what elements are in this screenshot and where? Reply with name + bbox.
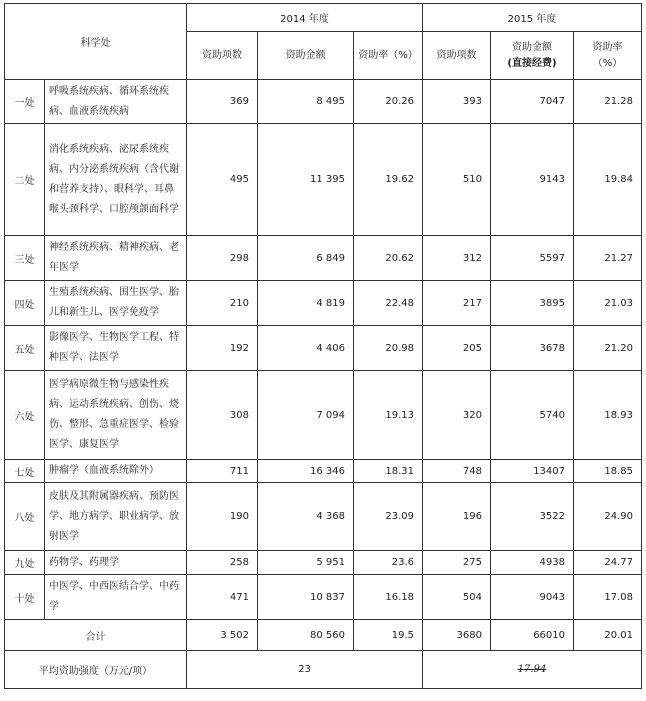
- table-row: [5, 124, 642, 236]
- amount-2014-cell: 7 094: [258, 371, 354, 460]
- items-2015-cell: 510: [423, 124, 491, 236]
- items-2014-cell: 192: [187, 326, 258, 371]
- field-cell: 神经系统疾病、精神疾病、老年医学: [45, 236, 187, 281]
- rate-2015-unit: （%）: [592, 57, 623, 69]
- funding-table: [4, 3, 642, 689]
- items-2015-cell: 748: [423, 460, 491, 483]
- table-row: [5, 551, 642, 575]
- items-2014-cell: 369: [187, 80, 258, 124]
- table-row: [5, 575, 642, 620]
- rate-2014-header: 资助率（%）: [354, 32, 423, 80]
- table-row: [5, 460, 642, 483]
- amount-2014-cell: 4 406: [258, 326, 354, 371]
- rate-2015-cell: 24.90: [574, 483, 642, 551]
- items-2015-cell: 205: [423, 326, 491, 371]
- rate-2014-cell: 22.48: [354, 281, 423, 326]
- amount-2015-cell: 5740: [491, 371, 574, 460]
- items-2015-cell: 312: [423, 236, 491, 281]
- field-cell: 药物学、药理学: [45, 551, 187, 575]
- dept-column-header: 科学处: [5, 4, 187, 80]
- items-2015-cell: 217: [423, 281, 491, 326]
- average-label: 平均资助强度（万元/项）: [5, 651, 187, 689]
- items-2014-cell: 711: [187, 460, 258, 483]
- amount-2015-cell: 9043: [491, 575, 574, 620]
- total-items-2014: 3 502: [187, 620, 258, 651]
- total-label: 合计: [5, 620, 187, 651]
- table-body: [5, 80, 642, 689]
- items-2014-cell: 471: [187, 575, 258, 620]
- rate-2014-cell: 19.62: [354, 124, 423, 236]
- rate-2014-cell: 18.31: [354, 460, 423, 483]
- items-2015-cell: 196: [423, 483, 491, 551]
- dept-cell: 七处: [5, 460, 45, 483]
- items-2014-cell: 298: [187, 236, 258, 281]
- items-2014-cell: 258: [187, 551, 258, 575]
- rate-2015-cell: 18.93: [574, 371, 642, 460]
- items-2015-cell: 393: [423, 80, 491, 124]
- rate-2015-cell: 21.20: [574, 326, 642, 371]
- field-cell: 呼吸系统疾病、循环系统疾病、血液系统疾病: [45, 80, 187, 124]
- items-2014-cell: 495: [187, 124, 258, 236]
- average-2014: 23: [187, 651, 423, 689]
- amount-2015-cell: 4938: [491, 551, 574, 575]
- amount-2015-cell: 9143: [491, 124, 574, 236]
- amount-2015-cell: 3522: [491, 483, 574, 551]
- amount-2014-cell: 4 819: [258, 281, 354, 326]
- amount-2015-label: 资助金额: [512, 41, 552, 53]
- dept-cell: 三处: [5, 236, 45, 281]
- rate-2014-cell: 23.6: [354, 551, 423, 575]
- amount-2014-cell: 16 346: [258, 460, 354, 483]
- items-2015-cell: 320: [423, 371, 491, 460]
- dept-cell: 六处: [5, 371, 45, 460]
- field-cell: 中医学、中西医结合学、中药学: [45, 575, 187, 620]
- average-2015: [423, 651, 642, 689]
- items-2015-header: 资助项数: [423, 32, 491, 80]
- amount-2014-header: 资助金额: [258, 32, 354, 80]
- dept-cell: 四处: [5, 281, 45, 326]
- dept-cell: 五处: [5, 326, 45, 371]
- table-row: [5, 326, 642, 371]
- items-2014-header: 资助项数: [187, 32, 258, 80]
- amount-2014-cell: 5 951: [258, 551, 354, 575]
- total-amount-2014: 80 560: [258, 620, 354, 651]
- items-2014-cell: 308: [187, 371, 258, 460]
- rate-2015-cell: 21.03: [574, 281, 642, 326]
- total-rate-2014: 19.5: [354, 620, 423, 651]
- rate-2014-cell: 20.62: [354, 236, 423, 281]
- amount-2015-note: (直接经费): [507, 57, 557, 69]
- field-cell: 肿瘤学（血液系统除外）: [45, 460, 187, 483]
- rate-2015-cell: 18.85: [574, 460, 642, 483]
- amount-2014-cell: 8 495: [258, 80, 354, 124]
- amount-2015-cell: 5597: [491, 236, 574, 281]
- amount-2015-header: [491, 32, 574, 80]
- table-row: [5, 80, 642, 124]
- field-cell: 皮肤及其附属器疾病、预防医学、地方病学、职业病学、放射医学: [45, 483, 187, 551]
- rate-2014-cell: 16.18: [354, 575, 423, 620]
- rate-2015-cell: 24.77: [574, 551, 642, 575]
- rate-2015-cell: 21.27: [574, 236, 642, 281]
- rate-2015-cell: 19.84: [574, 124, 642, 236]
- amount-2015-cell: 7047: [491, 80, 574, 124]
- total-rate-2015: 20.01: [574, 620, 642, 651]
- dept-cell: 十处: [5, 575, 45, 620]
- field-cell: 影像医学、生物医学工程、特种医学、法医学: [45, 326, 187, 371]
- dept-cell: 二处: [5, 124, 45, 236]
- items-2014-cell: 190: [187, 483, 258, 551]
- dept-cell: 九处: [5, 551, 45, 575]
- total-amount-2015: 66010: [491, 620, 574, 651]
- rate-2014-cell: 19.13: [354, 371, 423, 460]
- average-2015-value: 17.94: [517, 664, 547, 675]
- rate-2014-cell: 20.98: [354, 326, 423, 371]
- field-cell: 消化系统疾病、泌尿系统疾病、内分泌系统疾病（含代谢和营养支持）、眼科学、耳鼻喉头颈科学、口腔颅颌面科学: [45, 124, 187, 236]
- year-2015-header: 2015 年度: [423, 4, 642, 32]
- rate-2015-label: 资助率: [592, 41, 623, 53]
- field-cell: 生殖系统疾病、围生医学、胎儿和新生儿、医学免疫学: [45, 281, 187, 326]
- average-row: [5, 651, 642, 689]
- table-row: [5, 371, 642, 460]
- dept-cell: 八处: [5, 483, 45, 551]
- dept-cell: 一处: [5, 80, 45, 124]
- funding-table-container: [4, 3, 641, 689]
- table-row: [5, 483, 642, 551]
- amount-2014-cell: 10 837: [258, 575, 354, 620]
- table-row: [5, 236, 642, 281]
- table-row: [5, 281, 642, 326]
- amount-2014-cell: 4 368: [258, 483, 354, 551]
- rate-2015-header: [574, 32, 642, 80]
- items-2014-cell: 210: [187, 281, 258, 326]
- rate-2015-cell: 17.08: [574, 575, 642, 620]
- rate-2014-cell: 20.26: [354, 80, 423, 124]
- year-2014-header: 2014 年度: [187, 4, 423, 32]
- items-2015-cell: 504: [423, 575, 491, 620]
- items-2015-cell: 275: [423, 551, 491, 575]
- amount-2014-cell: 6 849: [258, 236, 354, 281]
- rate-2015-cell: 21.28: [574, 80, 642, 124]
- amount-2015-cell: 3678: [491, 326, 574, 371]
- amount-2015-cell: 3895: [491, 281, 574, 326]
- total-row: [5, 620, 642, 651]
- rate-2014-cell: 23.09: [354, 483, 423, 551]
- field-cell: 医学病原微生物与感染性疾病、运动系统疾病、创伤、烧伤、整形、急重症医学、检验医学、康复医学: [45, 371, 187, 460]
- amount-2014-cell: 11 395: [258, 124, 354, 236]
- total-items-2015: 3680: [423, 620, 491, 651]
- amount-2015-cell: 13407: [491, 460, 574, 483]
